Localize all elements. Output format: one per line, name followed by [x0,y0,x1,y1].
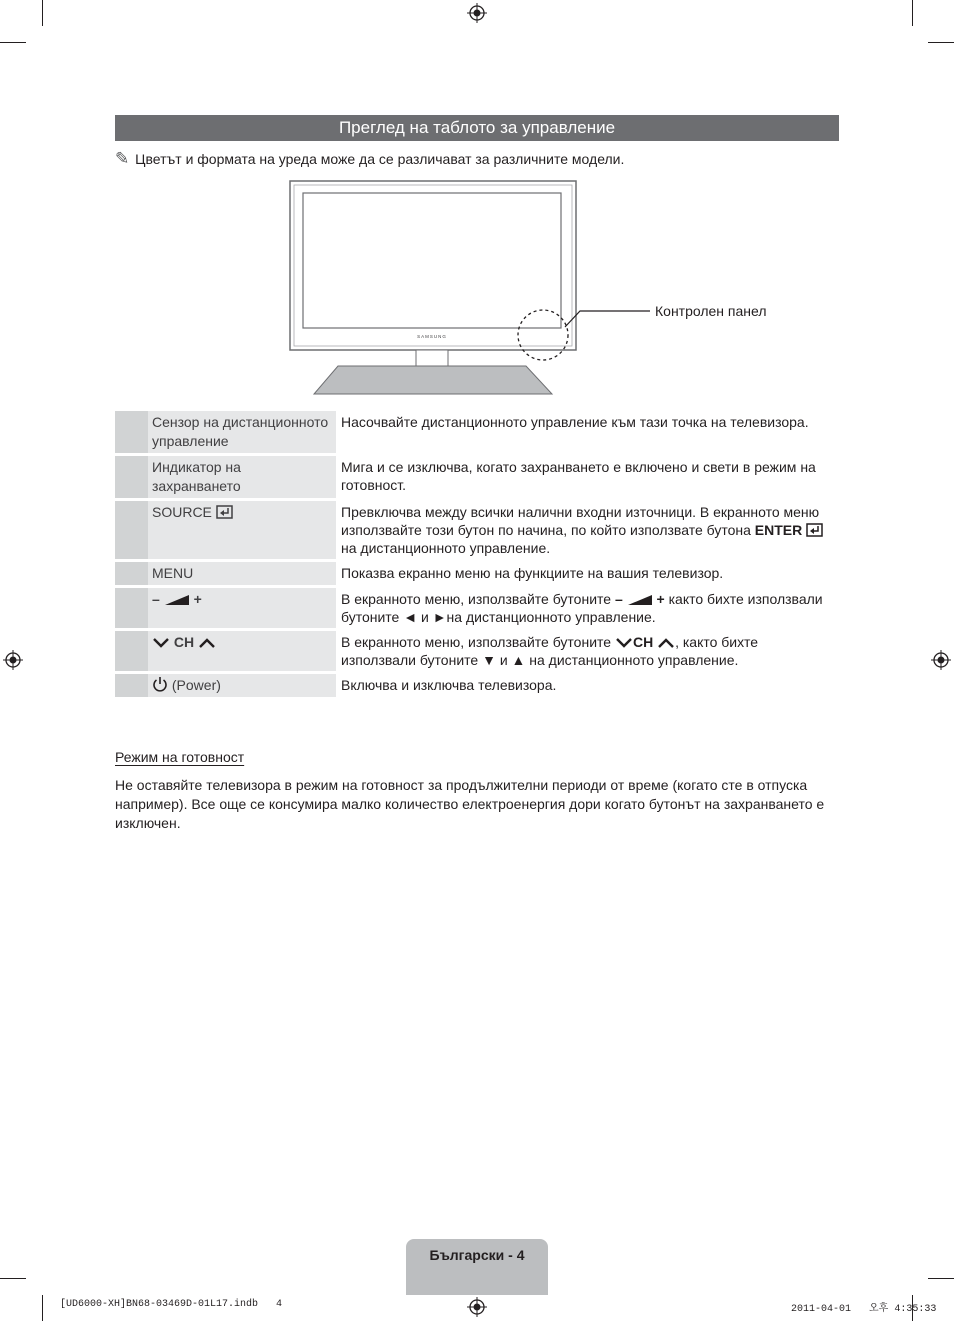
volume-minus-label: – [614,591,623,607]
volume-minus-label: – [152,591,160,607]
table-row [115,674,839,697]
registration-mark-icon [3,650,23,670]
chevron-down-icon [615,637,633,649]
chevron-down-icon [152,637,170,649]
description-text: , както бихте използвали бутоните ▼ и ▲ на дистанционното управление. [341,634,759,668]
control-description: Показва екранно меню на функциите на вашия телевизор. [341,565,724,581]
control-name [148,674,336,697]
table-row [115,631,839,671]
source-button-label: SOURCE [152,504,212,520]
channel-label: CH [632,634,654,650]
control-panel-label: Контролен панел [655,303,767,319]
row-marker [115,631,148,671]
control-description: Мига и се изключва, когато захранването е включено и свети в режим на готовност. [341,459,816,493]
row-marker [115,411,148,453]
power-button-label: (Power) [171,677,221,693]
section-header: Преглед на таблото за управление [115,115,839,141]
crop-mark [42,1295,43,1321]
row-marker [115,588,148,628]
control-name-text: Индикатор на захранването [152,459,241,494]
registration-mark-icon [467,1297,487,1317]
row-marker [115,456,148,498]
crop-mark [912,0,913,26]
row-marker [115,562,148,585]
controls-table [115,411,839,700]
chevron-up-icon [657,637,675,649]
control-description: Включва и изключва телевизора. [341,677,557,693]
table-row [115,588,839,628]
control-description [339,631,839,671]
control-name [148,456,336,498]
menu-button-label: MENU [152,565,194,581]
crop-mark [928,42,954,43]
enter-button-label: ENTER [754,522,803,538]
description-text: В екранното меню, използвайте бутоните [341,634,612,650]
chevron-up-icon [198,637,216,649]
control-name [148,562,336,585]
channel-label: CH [173,634,195,650]
table-row [115,411,839,453]
crop-mark [42,0,43,26]
crop-mark [0,1278,26,1279]
power-icon [152,676,168,692]
volume-icon [164,594,190,606]
tv-illustration [280,176,660,398]
pencil-note-icon: ✎ [115,149,130,168]
description-text: на дистанционното управление. [341,540,551,556]
row-marker [115,674,148,697]
volume-plus-label: + [193,591,202,607]
model-note [115,150,624,168]
source-icon [216,505,234,519]
description-text: както бихте използвали бутоните ◄ и ►на дистанционното управление. [341,591,823,625]
table-row [115,562,839,585]
crop-mark [928,1278,954,1279]
control-description [339,588,839,628]
volume-icon [627,594,653,606]
registration-mark-icon [467,3,487,23]
control-name [148,588,336,628]
table-row [115,501,839,559]
control-name [148,501,336,559]
row-marker [115,501,148,559]
print-slug-right: 2011-04-01 오후 4:35:33 [791,1304,937,1315]
enter-icon [806,523,824,537]
page-number-tab: Български - 4 [406,1239,548,1295]
control-name [148,631,336,671]
registration-mark-icon [931,650,951,670]
standby-paragraph: Не оставяйте телевизора в режим на готовност за продължителни периоди от време (когато сте в отпуска например). Все още се консумира малко количество електроенергия дори когато бутонът на захранването е изключен. [115,777,825,831]
model-note-text: Цветът и формата на уреда може да се различават за различните модели. [135,151,625,167]
standby-heading: Режим на готовност [115,749,245,765]
control-description: Насочвайте дистанционното управление към тази точка на телевизора. [341,414,809,430]
table-row [115,456,839,498]
description-text: В екранното меню, използвайте бутоните [341,591,612,607]
description-text: Превключва между всички налични входни източници. В екранното меню използвайте този бутон по начина, по който използвате бутона [341,504,820,538]
crop-mark [0,42,26,43]
control-name [148,411,336,453]
tv-brand-logo: SAMSUNG [417,334,447,339]
print-slug-left: [UD6000-XH]BN68-03469D-01L17.indb 4 [60,1299,283,1310]
control-name-text: Сензор на дистанционното управление [152,414,329,449]
volume-plus-label: + [656,591,665,607]
control-description [339,501,839,559]
